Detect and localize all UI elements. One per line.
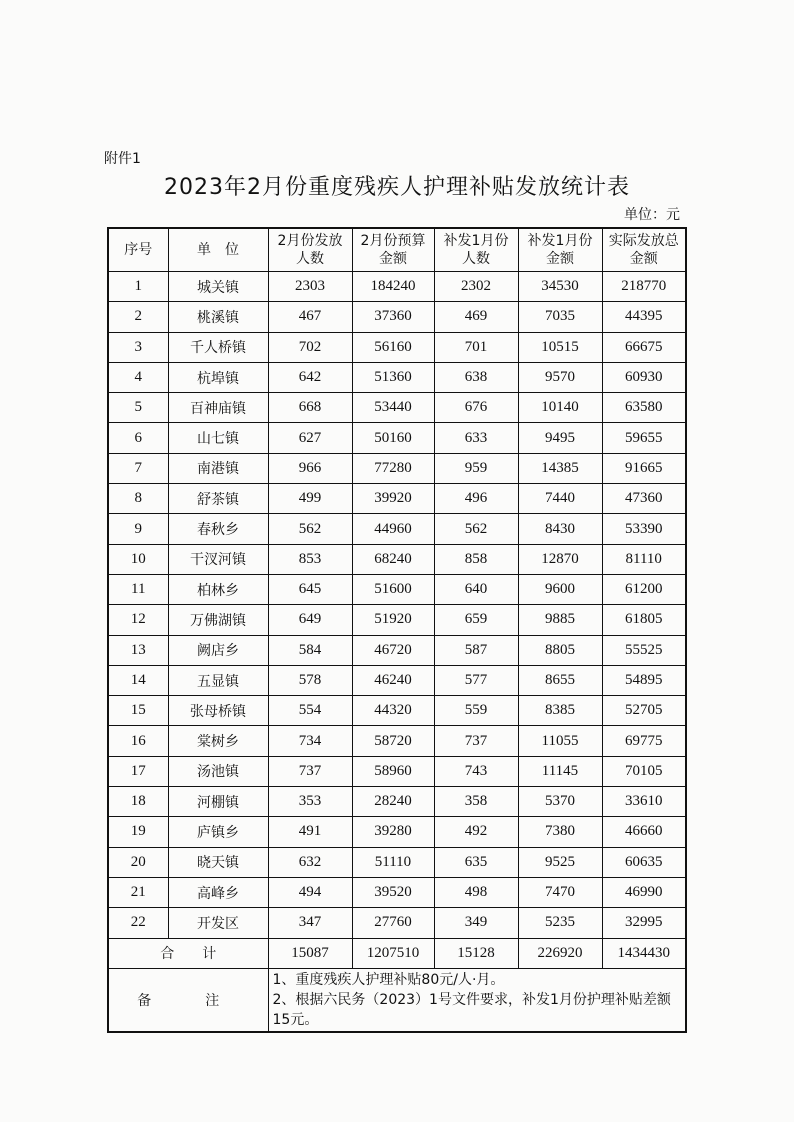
total-value-cell: 15087	[268, 938, 352, 968]
value-cell: 496	[434, 484, 518, 514]
value-cell: 77280	[352, 453, 434, 483]
value-cell: 8385	[518, 696, 602, 726]
value-cell: 358	[434, 787, 518, 817]
column-header-text: 序号	[124, 242, 153, 258]
unit-name-cell: 山七镇	[168, 423, 268, 453]
total-value-cell: 226920	[518, 938, 602, 968]
column-header	[434, 228, 518, 272]
value-cell: 44960	[352, 514, 434, 544]
total-label: 合 计	[108, 938, 268, 968]
value-cell: 7470	[518, 877, 602, 907]
value-cell: 70105	[602, 756, 686, 786]
value-cell: 5370	[518, 787, 602, 817]
value-cell: 51920	[352, 605, 434, 635]
row-index-cell: 4	[108, 362, 168, 392]
unit-name-cell: 桃溪镇	[168, 302, 268, 332]
unit-name-cell: 城关镇	[168, 272, 268, 302]
total-value-cell: 1434430	[602, 938, 686, 968]
row-index-cell: 15	[108, 696, 168, 726]
row-index-cell: 7	[108, 453, 168, 483]
column-header-text: 单 位	[197, 242, 239, 258]
value-cell: 46990	[602, 877, 686, 907]
value-cell: 743	[434, 756, 518, 786]
value-cell: 584	[268, 635, 352, 665]
value-cell: 53440	[352, 393, 434, 423]
table-row	[108, 696, 686, 726]
value-cell: 737	[434, 726, 518, 756]
table-row	[108, 787, 686, 817]
value-cell: 349	[434, 908, 518, 938]
remarks-label: 备 注	[108, 968, 268, 1032]
value-cell: 562	[268, 514, 352, 544]
column-header-text: 人数	[296, 251, 324, 267]
row-index-cell: 9	[108, 514, 168, 544]
value-cell: 469	[434, 302, 518, 332]
table-row	[108, 302, 686, 332]
row-index-cell: 20	[108, 847, 168, 877]
value-cell: 37360	[352, 302, 434, 332]
row-index-cell: 18	[108, 787, 168, 817]
value-cell: 7035	[518, 302, 602, 332]
value-cell: 59655	[602, 423, 686, 453]
unit-name-cell: 晓天镇	[168, 847, 268, 877]
value-cell: 649	[268, 605, 352, 635]
table-row	[108, 453, 686, 483]
value-cell: 10515	[518, 332, 602, 362]
value-cell: 58960	[352, 756, 434, 786]
column-header-text: 金额	[379, 251, 407, 267]
value-cell: 60635	[602, 847, 686, 877]
value-cell: 492	[434, 817, 518, 847]
value-cell: 559	[434, 696, 518, 726]
value-cell: 587	[434, 635, 518, 665]
table-row	[108, 605, 686, 635]
table-row	[108, 908, 686, 938]
unit-name-cell: 舒茶镇	[168, 484, 268, 514]
value-cell: 966	[268, 453, 352, 483]
table-row	[108, 665, 686, 695]
row-index-cell: 13	[108, 635, 168, 665]
value-cell: 959	[434, 453, 518, 483]
value-cell: 28240	[352, 787, 434, 817]
value-cell: 32995	[602, 908, 686, 938]
unit-label: 单位：元	[624, 207, 680, 223]
value-cell: 51600	[352, 574, 434, 604]
unit-name-cell: 河棚镇	[168, 787, 268, 817]
column-header-text: 补发1月份	[443, 233, 509, 249]
value-cell: 44395	[602, 302, 686, 332]
value-cell: 53390	[602, 514, 686, 544]
unit-name-cell: 百神庙镇	[168, 393, 268, 423]
value-cell: 60930	[602, 362, 686, 392]
value-cell: 33610	[602, 787, 686, 817]
column-header	[352, 228, 434, 272]
table-row	[108, 726, 686, 756]
value-cell: 184240	[352, 272, 434, 302]
table-row	[108, 332, 686, 362]
value-cell: 668	[268, 393, 352, 423]
value-cell: 69775	[602, 726, 686, 756]
value-cell: 578	[268, 665, 352, 695]
value-cell: 853	[268, 544, 352, 574]
value-cell: 554	[268, 696, 352, 726]
row-index-cell: 2	[108, 302, 168, 332]
value-cell: 8655	[518, 665, 602, 695]
value-cell: 39280	[352, 817, 434, 847]
column-header	[518, 228, 602, 272]
value-cell: 10140	[518, 393, 602, 423]
total-value-cell: 1207510	[352, 938, 434, 968]
column-header-text: 实际发放总	[608, 233, 679, 249]
table-row	[108, 817, 686, 847]
value-cell: 9570	[518, 362, 602, 392]
value-cell: 61200	[602, 574, 686, 604]
value-cell: 638	[434, 362, 518, 392]
value-cell: 51110	[352, 847, 434, 877]
value-cell: 46720	[352, 635, 434, 665]
total-row	[108, 938, 686, 968]
column-header-text: 金额	[629, 251, 658, 267]
table-row	[108, 847, 686, 877]
value-cell: 58720	[352, 726, 434, 756]
value-cell: 12870	[518, 544, 602, 574]
value-cell: 46660	[602, 817, 686, 847]
value-cell: 5235	[518, 908, 602, 938]
row-index-cell: 22	[108, 908, 168, 938]
unit-name-cell: 柏林乡	[168, 574, 268, 604]
value-cell: 81110	[602, 544, 686, 574]
value-cell: 46240	[352, 665, 434, 695]
value-cell: 491	[268, 817, 352, 847]
row-index-cell: 21	[108, 877, 168, 907]
total-value-cell: 15128	[434, 938, 518, 968]
column-header-text: 金额	[546, 251, 574, 267]
value-cell: 632	[268, 847, 352, 877]
column-header	[168, 228, 268, 272]
unit-name-cell: 千人桥镇	[168, 332, 268, 362]
table-row	[108, 574, 686, 604]
statistics-table	[107, 227, 687, 1033]
value-cell: 577	[434, 665, 518, 695]
value-cell: 51360	[352, 362, 434, 392]
value-cell: 9885	[518, 605, 602, 635]
value-cell: 91665	[602, 453, 686, 483]
value-cell: 8805	[518, 635, 602, 665]
value-cell: 676	[434, 393, 518, 423]
table-row	[108, 362, 686, 392]
value-cell: 39920	[352, 484, 434, 514]
table-row	[108, 484, 686, 514]
table-row	[108, 544, 686, 574]
unit-name-cell: 庐镇乡	[168, 817, 268, 847]
value-cell: 858	[434, 544, 518, 574]
table-row	[108, 635, 686, 665]
table-row	[108, 272, 686, 302]
value-cell: 7440	[518, 484, 602, 514]
row-index-cell: 11	[108, 574, 168, 604]
value-cell: 7380	[518, 817, 602, 847]
table-header-row	[108, 228, 686, 272]
remarks-line: 1、重度残疾人护理补贴80元/人·月。	[272, 971, 505, 988]
unit-name-cell: 高峰乡	[168, 877, 268, 907]
column-header-text: 补发1月份	[527, 233, 593, 249]
value-cell: 642	[268, 362, 352, 392]
table-row	[108, 514, 686, 544]
value-cell: 9495	[518, 423, 602, 453]
unit-name-cell: 万佛湖镇	[168, 605, 268, 635]
row-index-cell: 5	[108, 393, 168, 423]
value-cell: 640	[434, 574, 518, 604]
value-cell: 734	[268, 726, 352, 756]
unit-name-cell: 杭埠镇	[168, 362, 268, 392]
value-cell: 66675	[602, 332, 686, 362]
value-cell: 11055	[518, 726, 602, 756]
unit-name-cell: 汤池镇	[168, 756, 268, 786]
value-cell: 55525	[602, 635, 686, 665]
value-cell: 627	[268, 423, 352, 453]
value-cell: 9525	[518, 847, 602, 877]
row-index-cell: 6	[108, 423, 168, 453]
value-cell: 61805	[602, 605, 686, 635]
value-cell: 63580	[602, 393, 686, 423]
value-cell: 347	[268, 908, 352, 938]
value-cell: 2303	[268, 272, 352, 302]
value-cell: 39520	[352, 877, 434, 907]
unit-name-cell: 棠树乡	[168, 726, 268, 756]
value-cell: 52705	[602, 696, 686, 726]
value-cell: 56160	[352, 332, 434, 362]
value-cell: 498	[434, 877, 518, 907]
table-row	[108, 423, 686, 453]
row-index-cell: 1	[108, 272, 168, 302]
value-cell: 635	[434, 847, 518, 877]
value-cell: 353	[268, 787, 352, 817]
column-header-text: 2月份预算	[360, 233, 426, 249]
value-cell: 499	[268, 484, 352, 514]
value-cell: 659	[434, 605, 518, 635]
value-cell: 701	[434, 332, 518, 362]
table-row	[108, 877, 686, 907]
value-cell: 737	[268, 756, 352, 786]
column-header	[268, 228, 352, 272]
remarks-row	[108, 968, 686, 1032]
value-cell: 34530	[518, 272, 602, 302]
row-index-cell: 19	[108, 817, 168, 847]
table-row	[108, 756, 686, 786]
value-cell: 54895	[602, 665, 686, 695]
row-index-cell: 10	[108, 544, 168, 574]
value-cell: 14385	[518, 453, 602, 483]
unit-name-cell: 春秋乡	[168, 514, 268, 544]
unit-name-cell: 五显镇	[168, 665, 268, 695]
value-cell: 494	[268, 877, 352, 907]
value-cell: 27760	[352, 908, 434, 938]
value-cell: 562	[434, 514, 518, 544]
value-cell: 44320	[352, 696, 434, 726]
page-title: 2023年2月份重度残疾人护理补贴发放统计表	[164, 175, 630, 200]
column-header-text: 2月份发放	[277, 233, 343, 249]
unit-name-cell: 南港镇	[168, 453, 268, 483]
row-index-cell: 14	[108, 665, 168, 695]
value-cell: 9600	[518, 574, 602, 604]
value-cell: 50160	[352, 423, 434, 453]
column-header	[602, 228, 686, 272]
value-cell: 8430	[518, 514, 602, 544]
row-index-cell: 8	[108, 484, 168, 514]
value-cell: 2302	[434, 272, 518, 302]
column-header	[108, 228, 168, 272]
table-row	[108, 393, 686, 423]
unit-name-cell: 开发区	[168, 908, 268, 938]
value-cell: 467	[268, 302, 352, 332]
row-index-cell: 16	[108, 726, 168, 756]
row-index-cell: 3	[108, 332, 168, 362]
row-index-cell: 17	[108, 756, 168, 786]
value-cell: 218770	[602, 272, 686, 302]
remarks-text	[268, 968, 686, 1032]
unit-name-cell: 阙店乡	[168, 635, 268, 665]
value-cell: 645	[268, 574, 352, 604]
row-index-cell: 12	[108, 605, 168, 635]
value-cell: 11145	[518, 756, 602, 786]
value-cell: 68240	[352, 544, 434, 574]
column-header-text: 人数	[462, 251, 490, 267]
attachment-label: 附件1	[104, 151, 141, 167]
value-cell: 47360	[602, 484, 686, 514]
unit-name-cell: 张母桥镇	[168, 696, 268, 726]
value-cell: 702	[268, 332, 352, 362]
unit-name-cell: 干汊河镇	[168, 544, 268, 574]
remarks-line: 2、根据六民务（2023）1号文件要求，补发1月份护理补贴差额15元。	[272, 991, 671, 1028]
value-cell: 633	[434, 423, 518, 453]
